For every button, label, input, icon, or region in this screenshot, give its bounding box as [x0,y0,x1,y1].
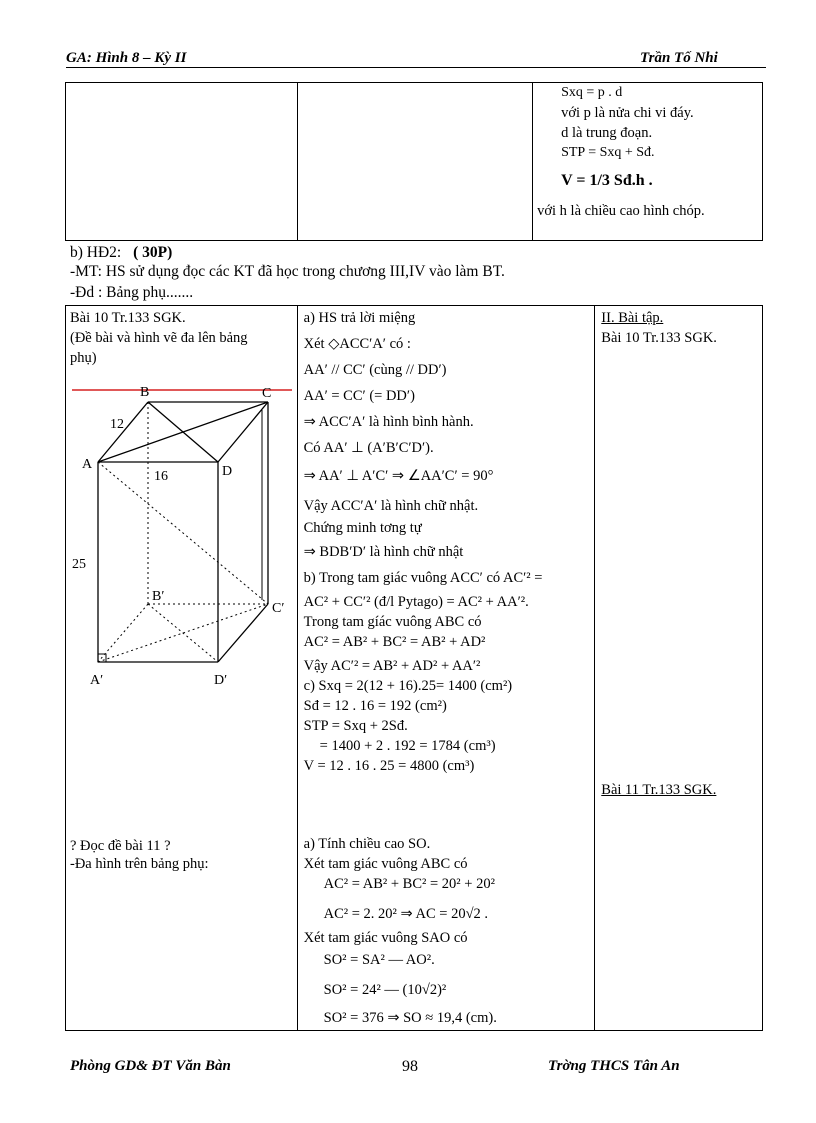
col-student [297,306,595,1031]
top-cell-3 [533,83,763,241]
line-11-ac2: AC² = AB² + BC² = 20² + 20² [323,876,495,892]
activity-title: b) HĐ2: ( 30P) [70,244,173,261]
line-right-angle: ⇒ AA′ ⊥ A′C′ ⇒ ∠AA′C′ = 90° [303,468,494,484]
line-volume: V = 12 . 16 . 25 = 4800 (cm³) [303,758,475,774]
line-abc: Trong tam gíác vuông ABC có [303,614,482,630]
line-equal: AA′ = CC′ (= DD′) [303,388,415,404]
dim-ad: 16 [154,469,168,484]
line-b-acc: b) Trong tam giác vuông ACC′ có AC′² = [303,570,543,586]
prism-figure [68,382,294,702]
line-parallel: AA′ // CC′ (cùng // DD′) [303,362,447,378]
label-c-prime: C′ [272,601,285,616]
line-stp: STP = Sxq + 2Sđ. [303,718,408,734]
section-exercises: II. Bài tập. [601,310,664,326]
formula-volume: V = 1/3 Sđ.h . [561,172,653,189]
line-11-abc: Xét tam giác vuông ABC có [303,856,468,872]
line-c-sxq: c) Sxq = 2(12 + 16).25= 1400 (cm²) [303,678,513,694]
edge-d2c2 [218,604,268,662]
activity-materials: -Đd : Bảng phụ....... [70,284,194,301]
top-cell-1 [66,83,298,241]
main-table [65,305,763,1031]
formula-stp: STP = Sxq + Sđ. [561,145,655,160]
line-11-ac: AC² = 2. 20² ⇒ AC = 20√2 . [323,906,489,922]
line-consider-acca: Xét ◇ACC′A′ có : [303,336,411,352]
hidden-ac2 [98,462,268,604]
line-11-sao: Xét tam giác vuông SAO có [303,930,468,946]
line-11-so: SO² = 376 ⇒ SO ≈ 19,4 (cm). [323,1010,497,1026]
header-divider [66,67,766,68]
dim-height: 25 [72,557,86,572]
line-rectangle: Vậy ACC′A′ là hình chữ nhật. [303,498,479,514]
page-number: 98 [402,1058,418,1075]
label-b: B [140,385,150,400]
line-perp-plane: Có AA′ ⊥ (A′B′C′D′). [303,440,434,456]
formula-p-note: với p là nửa chi vi đáy. [561,105,694,121]
line-11-so2-calc: SO² = 24² — (10√2)² [323,982,447,998]
top-cell-2 [297,83,533,241]
label-d-prime: D′ [214,673,228,688]
header-right: Trần Tố Nhi [640,50,718,66]
label-d: D [222,464,233,479]
label-c: C [262,386,272,401]
line-a-intro: a) HS trả lời miệng [303,310,416,326]
activity-objective: -MT: HS sử dụng đọc các KT đã học trong chương III,IV vào làm BT. [70,263,505,280]
col-teacher [66,306,298,1031]
dim-ab: 12 [110,417,124,432]
header-left: GA: Hình 8 – Kỳ II [66,50,187,66]
content-ex10: Bài 10 Tr.133 SGK. [601,330,717,346]
label-a-prime: A′ [90,673,104,688]
footer-right: Trờng THCS Tân An [548,1058,680,1074]
line-similarly: Chứng minh tơng tự [303,520,422,536]
ex10-note-1: (Đề bài và hình vẽ đa lên bảng [70,330,248,346]
ex11-question: ? Đọc đề bài 11 ? [70,838,171,854]
ex10-label: Bài 10 Tr.133 SGK. [70,310,186,326]
line-bdbd: ⇒ BDB′D′ là hình chữ nhật [303,544,464,560]
ex10-note-2: phụ) [70,350,97,366]
line-ac-prime2: Vậy AC′² = AB² + AD² + AA′² [303,658,481,674]
col-content [595,306,763,1031]
label-b-prime: B′ [152,589,165,604]
line-stp-value: = 1400 + 2 . 192 = 1784 (cm³) [319,738,496,754]
line-parallelogram: ⇒ ACC′A′ là hình bình hành. [303,414,474,430]
ex11-note: -Đa hình trên bảng phụ: [70,856,209,872]
formula-sxq: Sxq = p . d [561,85,623,100]
line-11-so2: SO² = SA² — AO². [323,952,435,968]
hidden-b2d2 [148,604,218,662]
formula-d-note: d là trung đoạn. [561,125,653,141]
line-pytago: AC² + CC′² (đ/l Pytago) = AC² + AA′². [303,594,529,610]
line-ac2: AC² = AB² + BC² = AB² + AD² [303,634,486,650]
top-table [65,82,763,241]
footer-left: Phòng GD& ĐT Văn Bàn [70,1058,231,1074]
line-sd: Sđ = 12 . 16 = 192 (cm²) [303,698,447,714]
label-a: A [82,457,93,472]
content-ex11: Bài 11 Tr.133 SGK. [601,782,717,798]
line-11a: a) Tính chiều cao SO. [303,836,431,852]
formula-h-note: với h là chiều cao hình chóp. [537,203,705,219]
